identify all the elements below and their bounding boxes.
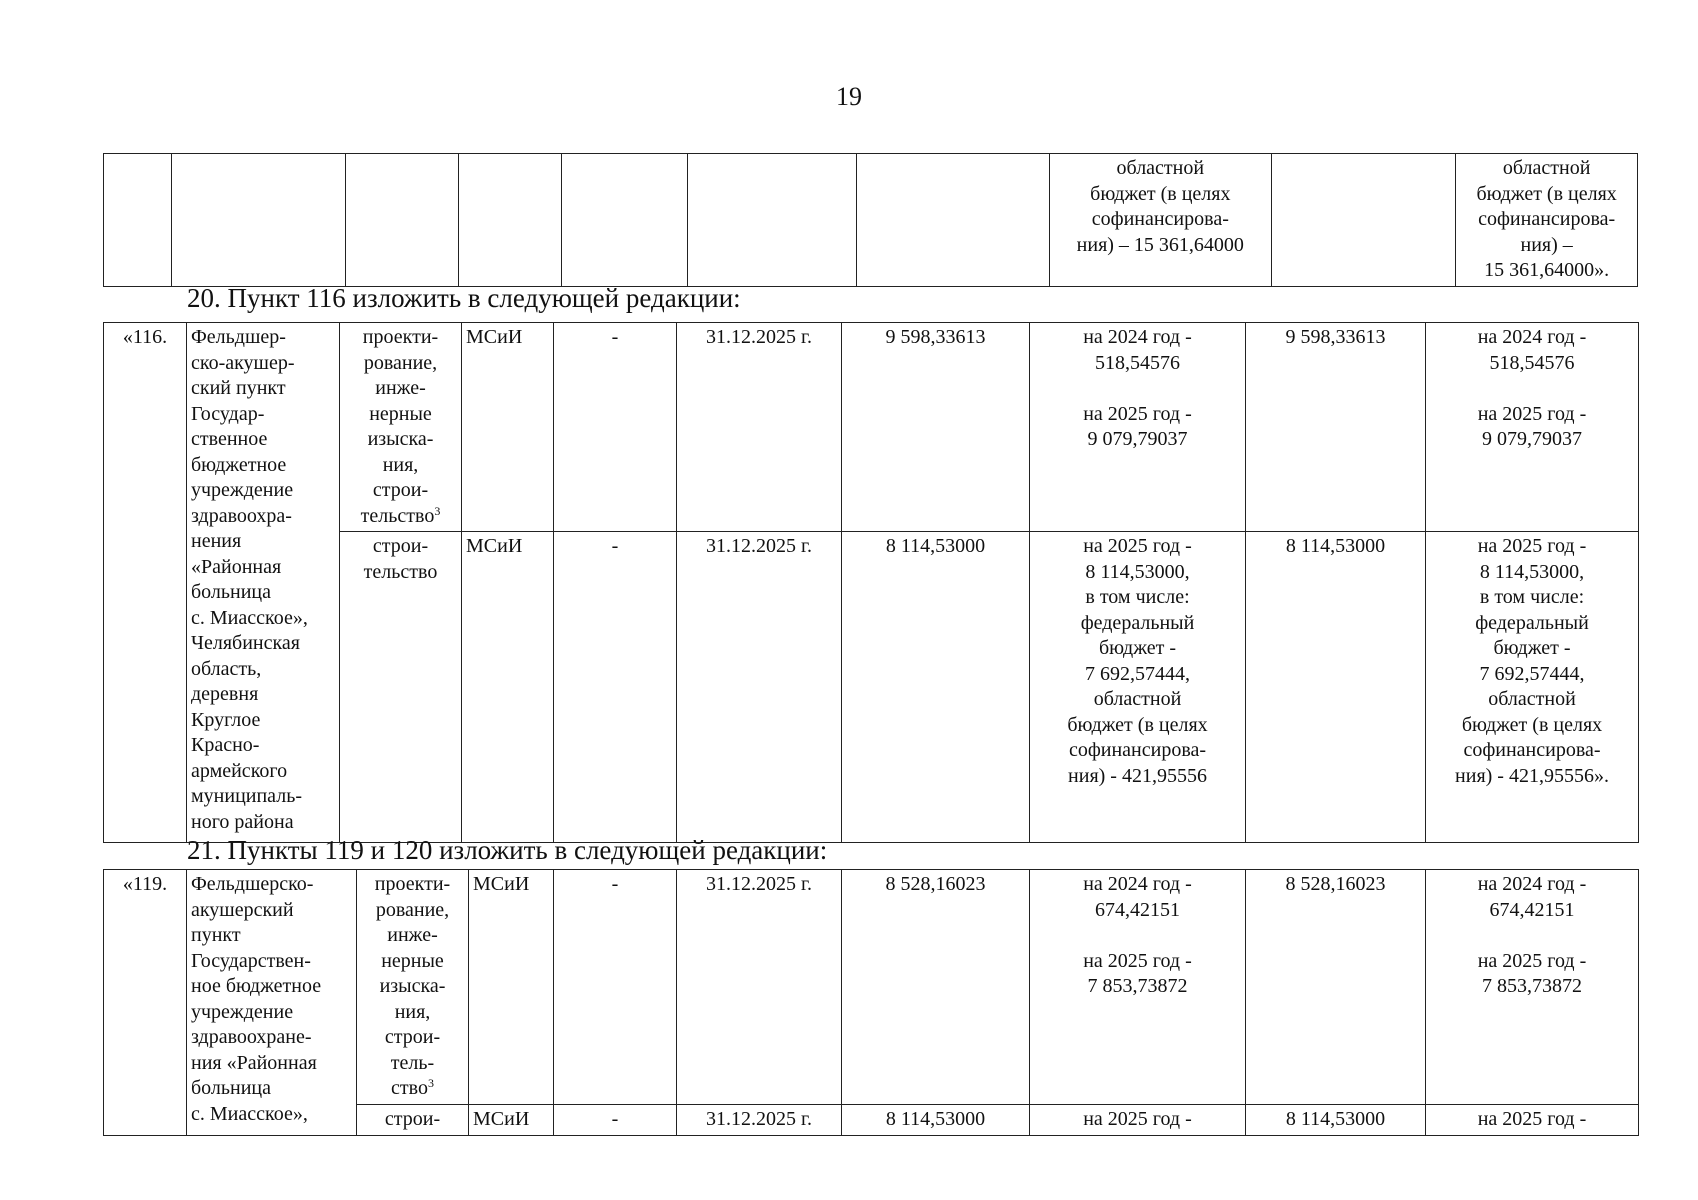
funding-breakdown: на 2025 год - 8 114,53000, в том числе: федеральный бюджет - 7 692,57444, областной бюджет (в целях софинансирова- ния) - 421,95556 [1030, 532, 1246, 843]
work-type-cell [357, 870, 469, 1105]
funding-cell: областной бюджет (в целях софинансирова- ния) – 15 361,64000 [1049, 154, 1271, 287]
footnote-mark: 3 [427, 1076, 434, 1090]
cost-new-value: 8 114,53000 [1246, 532, 1426, 843]
funding-breakdown: на 2024 год - 674,42151 на 2025 год - 7 853,73872 [1030, 870, 1246, 1105]
executor: МСиИ [462, 532, 554, 843]
executor: МСиИ [469, 870, 554, 1105]
item-number: «116. [104, 323, 187, 843]
dash-cell: - [554, 532, 677, 843]
table-row [104, 154, 1638, 287]
page-number: 19 [836, 82, 862, 111]
cost-value: 8 528,16023 [842, 870, 1030, 1105]
dash-cell: - [554, 323, 677, 532]
work-type-cell [340, 323, 462, 532]
empty-cell [687, 154, 856, 287]
empty-cell [346, 154, 459, 287]
work-type: строи- тельство [363, 535, 438, 583]
deadline-date: 31.12.2025 г. [677, 532, 842, 843]
dash-cell: - [554, 870, 677, 1105]
empty-cell [104, 154, 172, 287]
object-name: Фельдшер- ско-акушер- ский пункт Государ- ственное бюджетное учреждение здравоохра- нения «Районная больница с. Миасское», Челябинская область, деревня Круглое Красно- армейского муниципаль- ного района [187, 323, 340, 843]
cost-new-value: 8 528,16023 [1246, 870, 1426, 1105]
funding-new-breakdown: на 2024 год - 518,54576 на 2025 год - 9 079,79037 [1426, 323, 1639, 532]
item-116-table [103, 322, 1639, 843]
item-119-table [103, 869, 1639, 1136]
object-name: Фельдшерско- акушерский пункт Государствен- ное бюджетное учреждение здравоохране- ния «Районная больница с. Миасское», [187, 870, 357, 1136]
empty-cell [857, 154, 1050, 287]
footnote-mark: 3 [434, 503, 441, 518]
funding-breakdown: на 2025 год - [1030, 1105, 1246, 1136]
cost-value: 8 114,53000 [842, 1105, 1030, 1136]
work-type-cell [357, 1105, 469, 1136]
deadline-date: 31.12.2025 г. [677, 870, 842, 1105]
deadline-date: 31.12.2025 г. [677, 323, 842, 532]
empty-cell [1271, 154, 1456, 287]
section-heading-20: 20. Пункт 116 изложить в следующей редакции: [187, 283, 741, 313]
funding-new-cell: областной бюджет (в целях софинансирова- ния) – 15 361,64000». [1456, 154, 1638, 287]
continuation-table [103, 153, 1638, 287]
empty-cell [171, 154, 345, 287]
deadline-date: 31.12.2025 г. [677, 1105, 842, 1136]
section-heading-21: 21. Пункты 119 и 120 изложить в следующей редакции: [187, 835, 828, 865]
item-number: «119. [104, 870, 187, 1136]
table-row [104, 323, 1639, 532]
cost-value: 9 598,33613 [842, 323, 1030, 532]
funding-new-breakdown: на 2025 год - 8 114,53000, в том числе: федеральный бюджет - 7 692,57444, областной бюджет (в целях софинансирова- ния) - 421,95556». [1426, 532, 1639, 843]
funding-breakdown: на 2024 год - 518,54576 на 2025 год - 9 079,79037 [1030, 323, 1246, 532]
work-type: проекти- рование, инже- нерные изыска- ния, строи- тельство [360, 326, 439, 527]
empty-cell [459, 154, 562, 287]
work-type: строи- [384, 1108, 441, 1130]
executor: МСиИ [462, 323, 554, 532]
empty-cell [561, 154, 687, 287]
table-row [104, 870, 1639, 1105]
dash-cell: - [554, 1105, 677, 1136]
cost-new-value: 9 598,33613 [1246, 323, 1426, 532]
cost-value: 8 114,53000 [842, 532, 1030, 843]
funding-new-breakdown: на 2024 год - 674,42151 на 2025 год - 7 853,73872 [1426, 870, 1639, 1105]
executor: МСиИ [469, 1105, 554, 1136]
work-type: проекти- рование, инже- нерные изыска- ния, строи- тель- ство [374, 873, 451, 1099]
funding-new-breakdown: на 2025 год - [1426, 1105, 1639, 1136]
work-type-cell [340, 532, 462, 843]
cost-new-value: 8 114,53000 [1246, 1105, 1426, 1136]
